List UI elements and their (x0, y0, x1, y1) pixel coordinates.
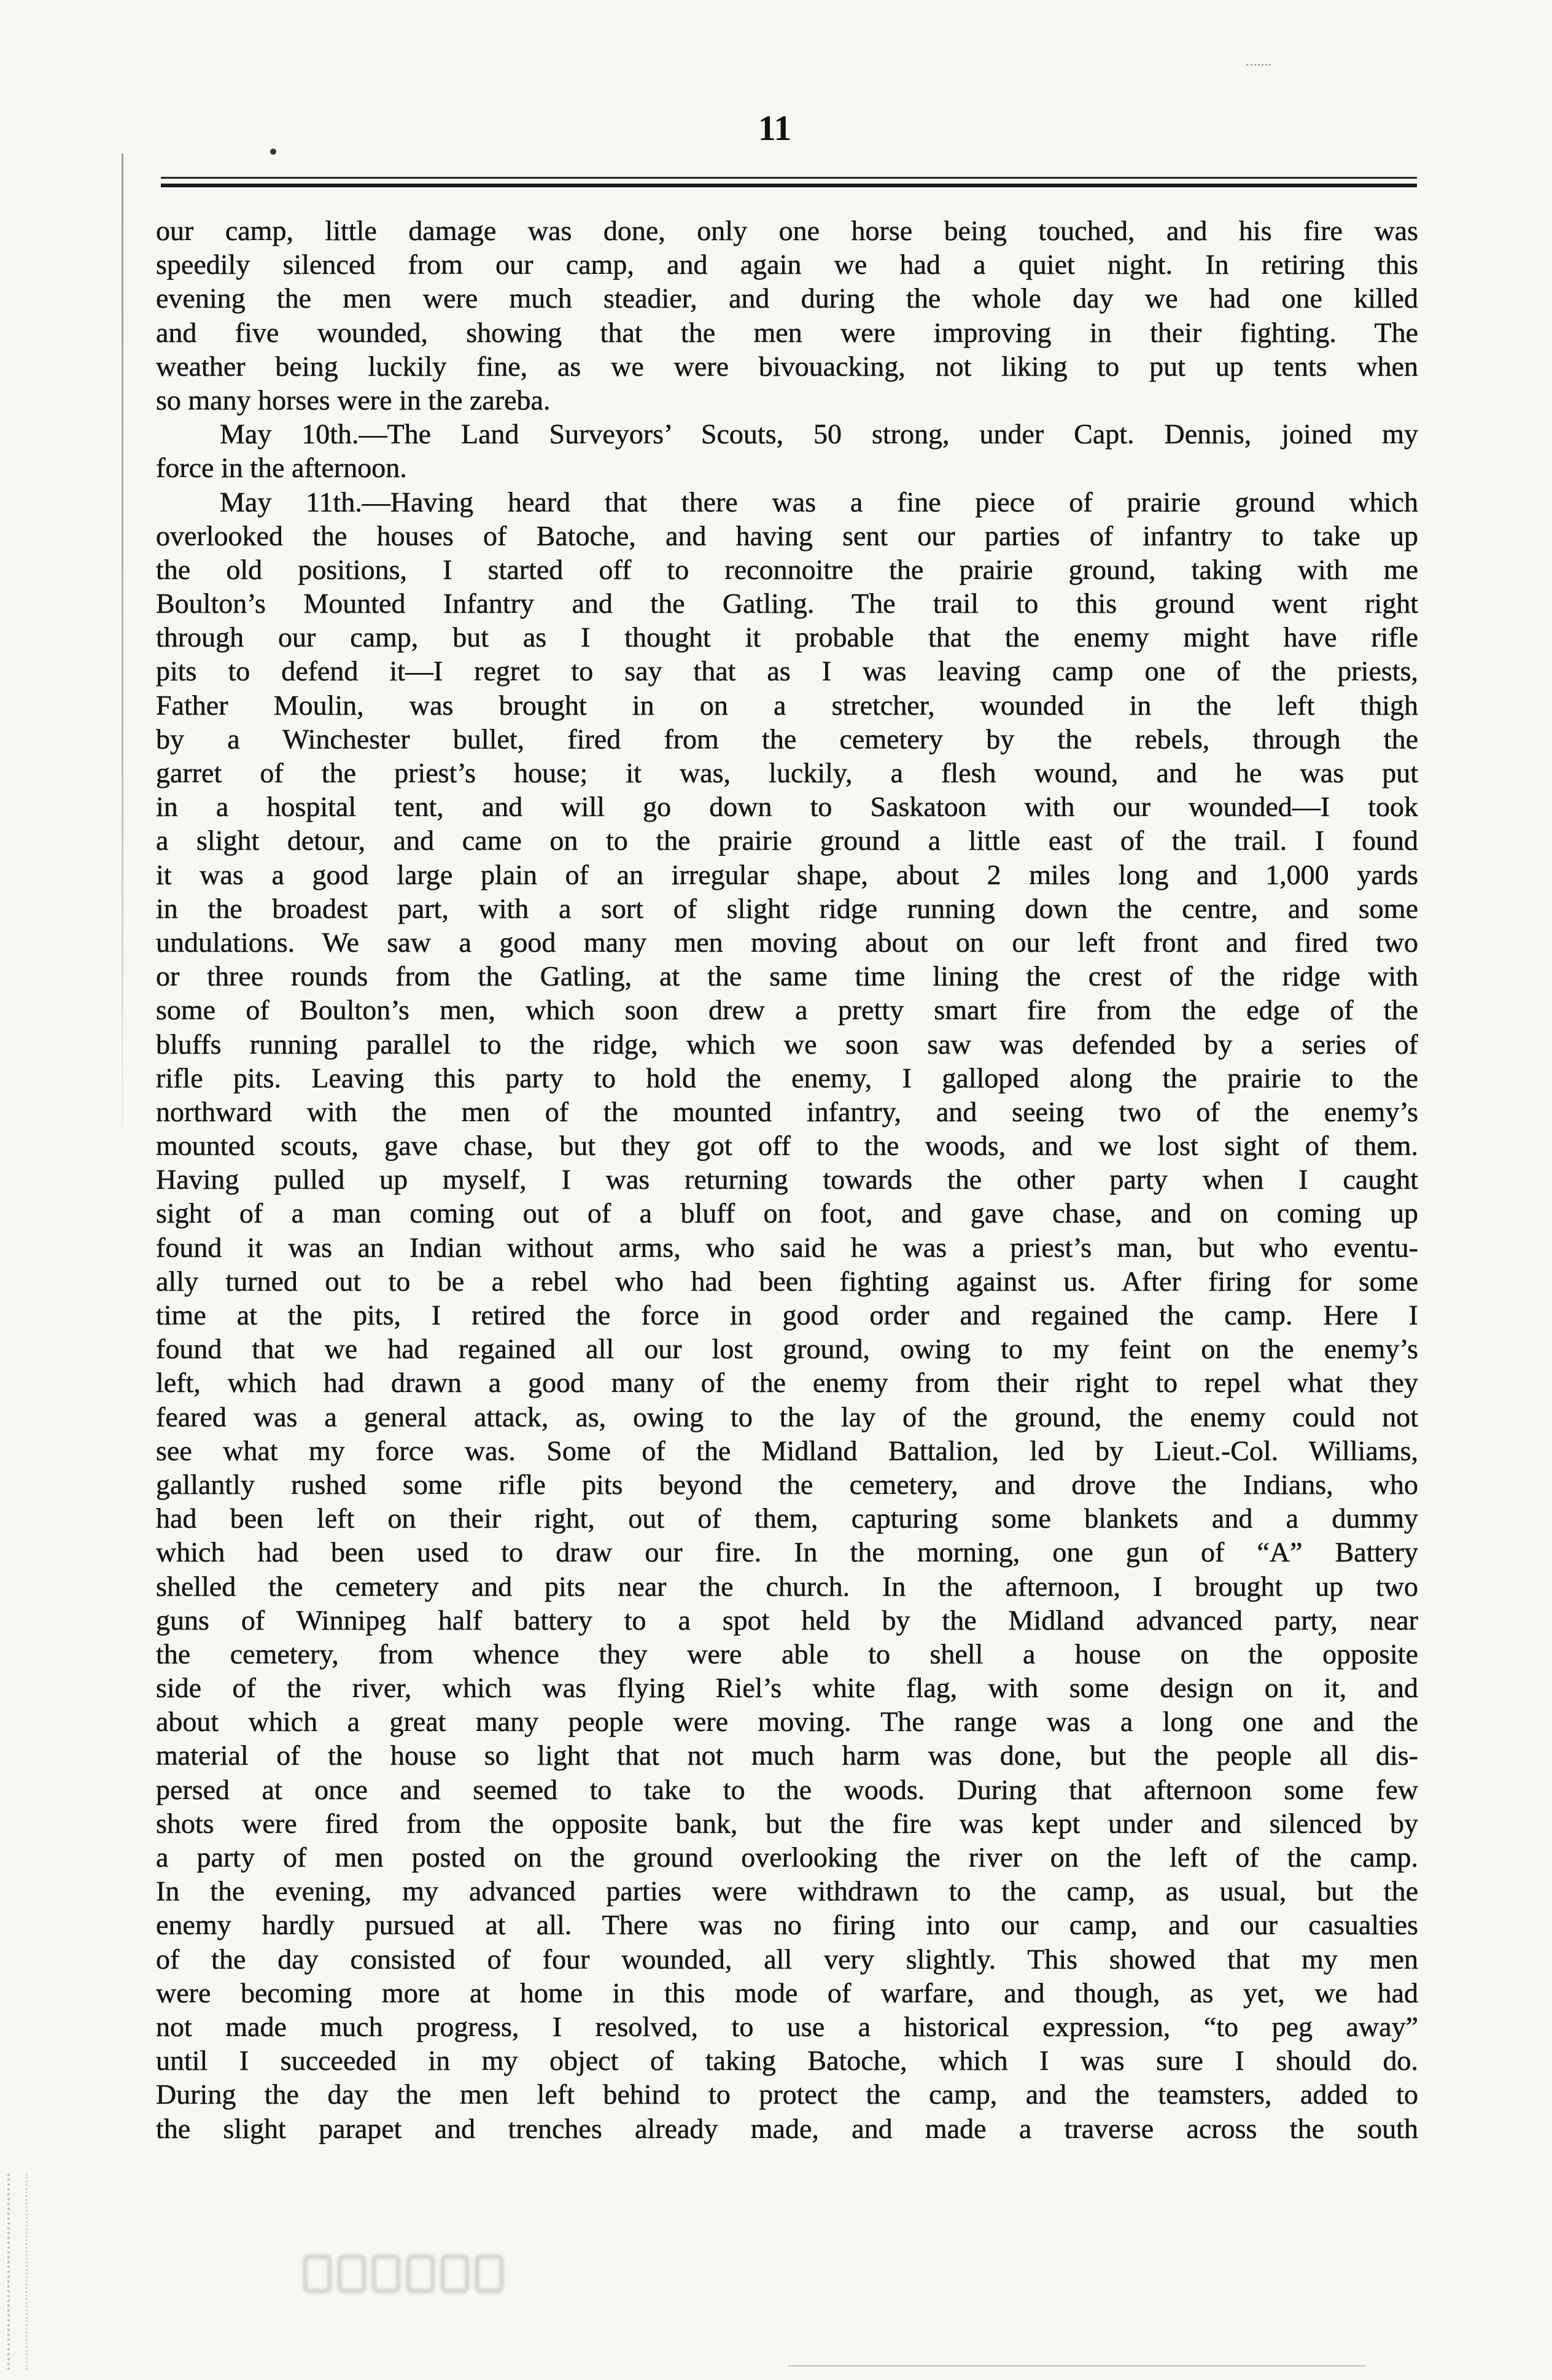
text-line: speedily silenced from our camp, and again we had a quiet night. In retiring this (156, 249, 1418, 281)
text-line: time at the pits, I retired the force in good order and regained the camp. Here I (156, 1299, 1418, 1331)
text-line: the slight parapet and trenches already made, and made a traverse across the south (156, 2112, 1418, 2144)
text-line: material of the house so light that not much harm was done, but the people all dis- (156, 1740, 1418, 1771)
text-line: see what my force was. Some of the Midland Battalion, led by Lieut.-Col. Williams, (156, 1434, 1418, 1466)
text-line: ally turned out to be a rebel who had been fighting against us. After firing for some (156, 1265, 1418, 1297)
text-line: evening the men were much steadier, and during the whole day we had one killed (156, 282, 1418, 314)
text-line: Father Moulin, was brought in on a stretcher, wounded in the left thigh (156, 689, 1418, 721)
text-line: rifle pits. Leaving this party to hold the enemy, I galloped along the prairie to the (156, 1062, 1418, 1094)
text-line: garret of the priest’s house; it was, luckily, a flesh wound, and he was put (156, 757, 1418, 788)
text-line: found it was an Indian without arms, who said he was a priest’s man, but who eventu- (156, 1231, 1418, 1263)
text-line: persed at once and seemed to take to the woods. During that afternoon some few (156, 1773, 1418, 1805)
text-line: overlooked the houses of Batoche, and having sent our parties of infantry to take up (156, 519, 1418, 551)
text-line: through our camp, but as I thought it probable that the enemy might have rifle (156, 621, 1418, 653)
text-line: mounted scouts, gave chase, but they got off to the woods, and we lost sight of them. (156, 1130, 1418, 1162)
text-line: shots were fired from the opposite bank, but the fire was kept under and silenced by (156, 1807, 1418, 1839)
text-line: found that we had regained all our lost ground, owing to my feint on the enemy’s (156, 1333, 1418, 1365)
text-line: undulations. We saw a good many men moving about on our left front and fired two (156, 926, 1418, 958)
text-line: our camp, little damage was done, only one horse being touched, and his fire was (156, 215, 1418, 246)
page-number: 11 (758, 108, 792, 148)
text-line: In the evening, my advanced parties were withdrawn to the camp, as usual, but the (156, 1875, 1418, 1907)
text-line: until I succeeded in my object of taking Batoche, which I was sure I should do. (156, 2045, 1418, 2077)
bottom-rule (788, 2365, 1365, 2366)
text-line: some of Boulton’s men, which soon drew a pretty smart fire from the edge of the (156, 994, 1418, 1026)
text-line: sight of a man coming out of a bluff on foot, and gave chase, and on coming up (156, 1197, 1418, 1229)
paragraph (156, 417, 1418, 484)
paragraph (156, 485, 1418, 2145)
text-line: Having pulled up myself, I was returning towards the other party when I caught (156, 1164, 1418, 1196)
text-line: or three rounds from the Gatling, at the same time lining the crest of the ridge with (156, 960, 1418, 992)
faded-stamp (303, 2249, 524, 2292)
text-line: about which a great many people were moving. The range was a long one and the (156, 1706, 1418, 1738)
text-line: so many horses were in the zareba. (156, 384, 551, 416)
text-line: the cemetery, from whence they were able to shell a house on the opposite (156, 1638, 1418, 1670)
binding-edge (7, 2174, 28, 2370)
text-line: had been left on their right, out of them, capturing some blankets and a dummy (156, 1503, 1418, 1534)
text-line: shelled the cemetery and pits near the church. In the afternoon, I brought up two (156, 1570, 1418, 1602)
text-line: gallantly rushed some rifle pits beyond the cemetery, and drove the Indians, who (156, 1468, 1418, 1500)
text-line: of the day consisted of four wounded, all very slightly. This showed that my men (156, 1943, 1418, 1975)
text-line: a slight detour, and came on to the prairie ground a little east of the trail. I found (156, 825, 1418, 857)
text-line: left, which had drawn a good many of the enemy from their right to repel what they (156, 1367, 1418, 1399)
header-rule-thin (161, 177, 1417, 179)
text-line: guns of Winnipeg half battery to a spot held by the Midland advanced party, near (156, 1604, 1418, 1636)
text-line: pits to defend it—I regret to say that as I was leaving camp one of the priests, (156, 655, 1418, 687)
body-text (156, 214, 1418, 2145)
scan-mark (1246, 54, 1271, 66)
text-line: May 10th.—The Land Surveyors’ Scouts, 50 strong, under Capt. Dennis, joined my (220, 418, 1418, 450)
text-line: by a Winchester bullet, fired from the cemetery by the rebels, through the (156, 723, 1418, 755)
text-line: northward with the men of the mounted infantry, and seeing two of the enemy’s (156, 1095, 1418, 1127)
text-line: bluffs running parallel to the ridge, which we soon saw was defended by a series of (156, 1028, 1418, 1060)
text-line: force in the afternoon. (156, 452, 407, 484)
text-line: During the day the men left behind to protect the camp, and the teamsters, added to (156, 2079, 1418, 2110)
ink-dot (270, 149, 276, 155)
margin-line (122, 154, 123, 1161)
text-line: in the broadest part, with a sort of slight ridge running down the centre, and some (156, 892, 1418, 924)
text-line: weather being luckily fine, as we were bivouacking, not liking to put up tents when (156, 350, 1418, 382)
paragraph (156, 214, 1418, 417)
text-line: the old positions, I started off to reconnoitre the prairie ground, taking with me (156, 553, 1418, 585)
text-line: it was a good large plain of an irregular shape, about 2 miles long and 1,000 yards (156, 858, 1418, 890)
text-line: feared was a general attack, as, owing to the lay of the ground, the enemy could not (156, 1401, 1418, 1433)
text-line: which had been used to draw our fire. In the morning, one gun of “A” Battery (156, 1536, 1418, 1568)
text-line: Boulton’s Mounted Infantry and the Gatling. The trail to this ground went right (156, 588, 1418, 620)
header-rule-thick (161, 184, 1417, 187)
text-line: a party of men posted on the ground overlooking the river on the left of the camp. (156, 1841, 1418, 1873)
text-line: enemy hardly pursued at all. There was no firing into our camp, and our casualties (156, 1909, 1418, 1941)
text-line: and five wounded, showing that the men were improving in their fighting. The (156, 316, 1418, 348)
text-line: in a hospital tent, and will go down to Saskatoon with our wounded—I took (156, 791, 1418, 823)
text-line: May 11th.—Having heard that there was a fine piece of prairie ground which (220, 486, 1418, 518)
text-line: not made much progress, I resolved, to use a historical expression, “to peg away” (156, 2010, 1418, 2042)
text-line: were becoming more at home in this mode of warfare, and though, as yet, we had (156, 1977, 1418, 2009)
text-line: side of the river, which was flying Riel’s white flag, with some design on it, and (156, 1672, 1418, 1704)
